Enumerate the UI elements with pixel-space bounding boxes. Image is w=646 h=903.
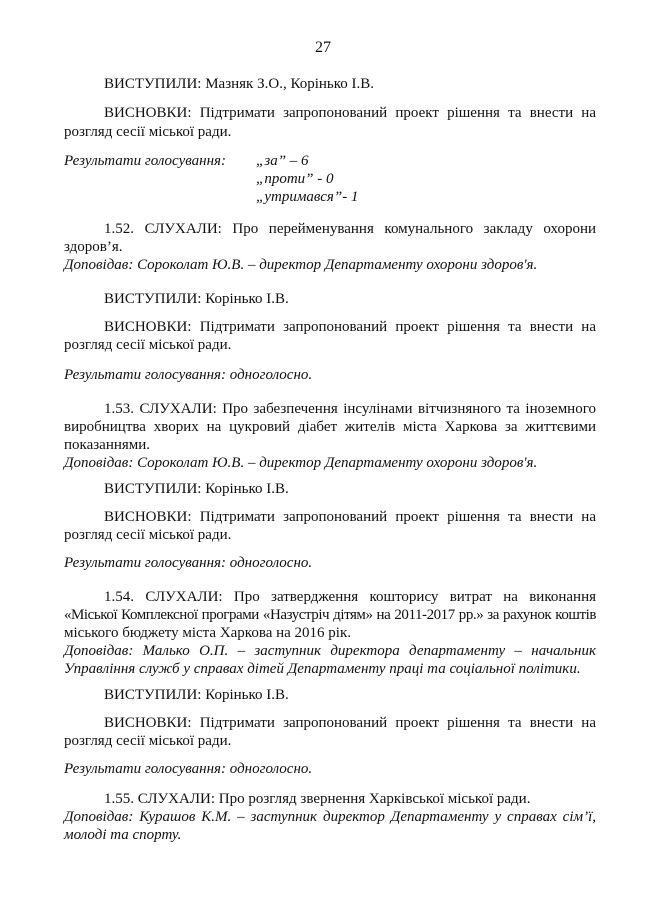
spoke-line: ВИСТУПИЛИ: Корінько І.В.: [104, 481, 289, 497]
conclusions-line: ВИСНОВКИ: Підтримати запропонований проект рішення та внести на: [104, 715, 596, 731]
vote-result: Результати голосування: одноголосно.: [64, 761, 313, 777]
heard-line-cont: здоров’я.: [64, 239, 123, 255]
vote-label: Результати голосування:: [64, 153, 227, 169]
vote-for: „за” – 6: [256, 153, 309, 169]
vote-result: Результати голосування: одноголосно.: [64, 555, 313, 571]
heard-line-cont: «Міської Комплексної програми «Назустріч дітям» на 2011-2017 рр.» за рахунок коштів: [64, 607, 596, 623]
spoke-line: ВИСТУПИЛИ: Мазняк З.О., Корінько І.В.: [104, 76, 375, 92]
conclusions-line: ВИСНОВКИ: Підтримати запропонований проект рішення та внести на: [104, 509, 596, 525]
conclusions-line: ВИСНОВКИ: Підтримати запропонований проект рішення та внести на: [104, 105, 596, 121]
speaker-line: Доповідав: Курашов К.М. – заступник директор Департаменту у справах сім’ї,: [64, 809, 596, 825]
conclusions-line-cont: розгляд сесії міської ради.: [64, 527, 232, 543]
conclusions-line-cont: розгляд сесії міської ради.: [64, 337, 232, 353]
speaker-line: Доповідав: Малько О.П. – заступник директора департаменту – начальник: [64, 643, 596, 659]
conclusions-line-cont: розгляд сесії міської ради.: [64, 124, 232, 140]
speaker-line: Доповідав: Сороколат Ю.В. – директор Департаменту охорони здоров'я.: [64, 455, 538, 471]
heard-line: 1.52. СЛУХАЛИ: Про перейменування комунального закладу охорони: [104, 221, 596, 237]
heard-line-cont: виробництва хворих на цукровий діабет жителів міста Харкова за життєвими: [64, 419, 596, 435]
heard-line: 1.54. СЛУХАЛИ: Про затвердження кошторису витрат на виконання: [104, 589, 596, 605]
vote-abstain: „утримався”- 1: [256, 189, 359, 205]
speaker-line-cont: молоді та спорту.: [64, 827, 182, 843]
heard-line: 1.53. СЛУХАЛИ: Про забезпечення інсулінами вітчизняного та іноземного: [104, 401, 596, 417]
vote-result: Результати голосування: одноголосно.: [64, 367, 313, 383]
heard-line-cont: показаннями.: [64, 437, 151, 453]
vote-against: „проти” - 0: [256, 171, 334, 187]
spoke-line: ВИСТУПИЛИ: Корінько І.В.: [104, 687, 289, 703]
conclusions-line-cont: розгляд сесії міської ради.: [64, 733, 232, 749]
heard-line: 1.55. СЛУХАЛИ: Про розгляд звернення Харківської міської ради.: [104, 791, 531, 807]
speaker-line-cont: Управління служб у справах дітей Департаменту праці та соціальної політики.: [64, 661, 581, 677]
page-number: 27: [315, 39, 331, 56]
conclusions-line: ВИСНОВКИ: Підтримати запропонований проект рішення та внести на: [104, 319, 596, 335]
heard-line-cont: міського бюджету міста Харкова на 2016 рік.: [64, 625, 352, 641]
spoke-line: ВИСТУПИЛИ: Корінько І.В.: [104, 291, 289, 307]
speaker-line: Доповідав: Сороколат Ю.В. – директор Департаменту охорони здоров'я.: [64, 257, 538, 273]
